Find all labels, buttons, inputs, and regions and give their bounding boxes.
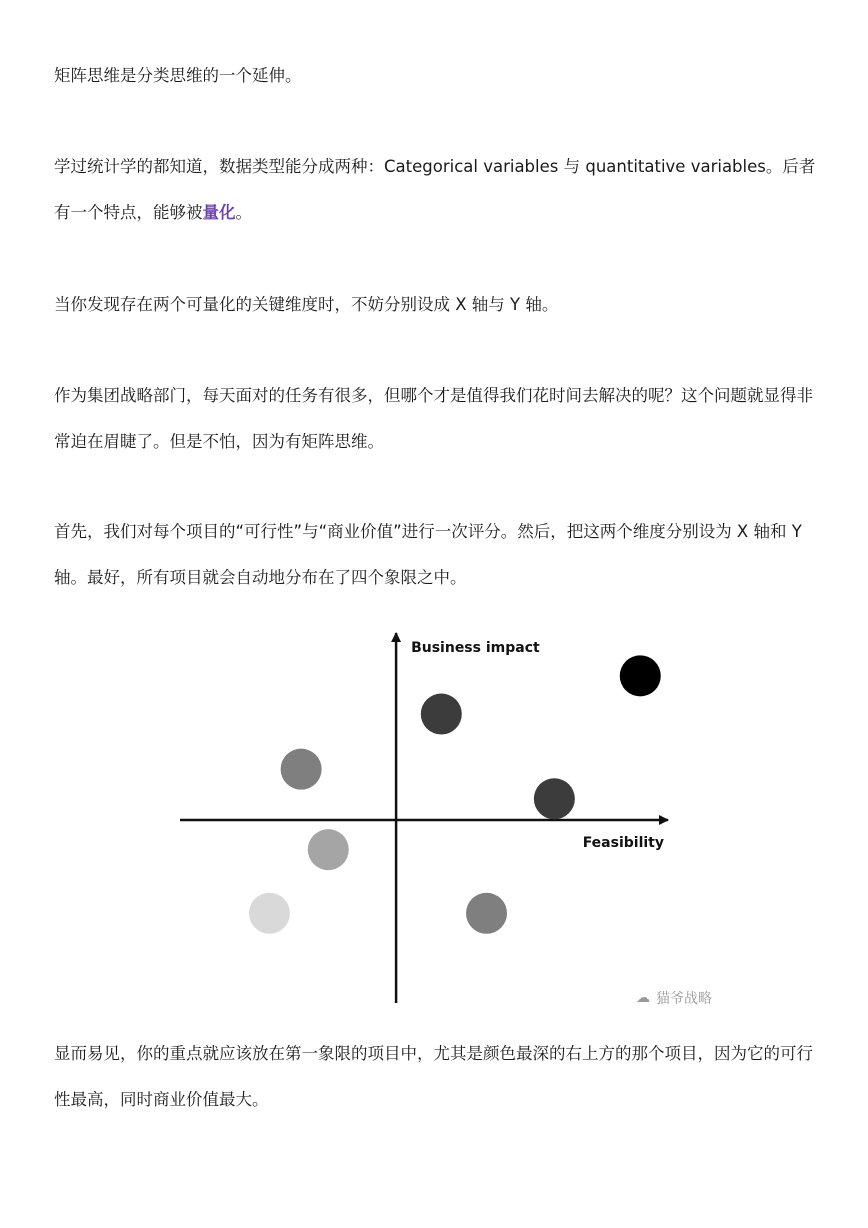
- paragraph-text: 作为集团战略部门，每天面对的任务有很多，但哪个才是值得我们花时间去解决的呢？这个问题就显得非常迫在眉睫了。但是不怕，因为有矩阵思维。: [54, 386, 813, 451]
- watermark: [636, 988, 712, 1008]
- paragraph-text: 。: [235, 203, 252, 222]
- data-point: [534, 778, 575, 819]
- x-axis-label: Feasibility: [582, 835, 664, 851]
- data-point: [620, 655, 661, 696]
- paragraph-text: 当你发现存在两个可量化的关键维度时，不妨分别设成 X 轴与 Y 轴。: [54, 295, 559, 314]
- paragraph-strategy: [54, 373, 816, 465]
- data-point: [308, 829, 349, 870]
- paragraph-text: 矩阵思维是分类思维的一个延伸。: [54, 66, 302, 85]
- paragraph-scoring: [54, 509, 816, 601]
- data-points: [249, 655, 661, 933]
- paragraph-text: 学过统计学的都知道，数据类型能分成两种：Categorical variables 与 quantitative variables。后者有一个特点，能够被: [54, 157, 816, 222]
- paragraph-statistics: [54, 144, 816, 236]
- data-point: [249, 893, 290, 934]
- wechat-icon: ☁: [636, 990, 650, 1006]
- paragraph-text: 首先，我们对每个项目的“可行性”与“商业价值”进行一次评分。然后，把这两个维度分别设为 X 轴和 Y 轴。最好，所有项目就会自动地分布在了四个象限之中。: [54, 522, 802, 587]
- watermark-text: 猫爷战略: [656, 991, 712, 1007]
- paragraph-axes: [54, 282, 816, 328]
- paragraph-text: 显而易见，你的重点就应该放在第一象限的项目中，尤其是颜色最深的右上方的那个项目，因为它的可行性最高，同时商业价值最大。: [54, 1044, 813, 1109]
- quadrant-matrix-chart: [170, 625, 690, 1015]
- data-point: [281, 749, 322, 790]
- data-point: [421, 694, 462, 735]
- data-point: [466, 893, 507, 934]
- highlight-quantify: 量化: [202, 203, 236, 222]
- y-axis-label: Business impact: [411, 640, 540, 656]
- paragraph-conclusion: [54, 1031, 816, 1123]
- paragraph-intro: [54, 53, 816, 99]
